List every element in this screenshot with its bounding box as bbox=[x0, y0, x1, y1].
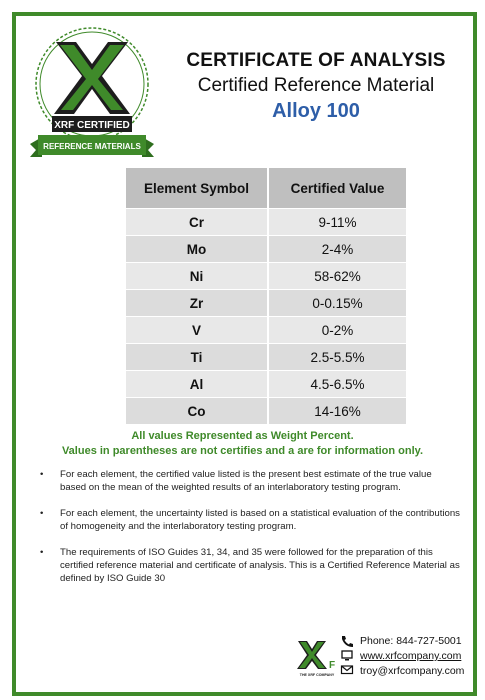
element-symbol: Cr bbox=[126, 209, 267, 235]
table-row bbox=[126, 263, 406, 289]
table-row bbox=[126, 371, 406, 397]
element-symbol: Ti bbox=[126, 344, 267, 370]
note-line-1: All values Represented as Weight Percent. bbox=[131, 430, 354, 442]
email-address[interactable]: troy@xrfcompany.com bbox=[360, 665, 465, 677]
svg-text:F: F bbox=[329, 660, 336, 671]
table-header-row bbox=[126, 168, 406, 208]
certified-value: 0-0.15% bbox=[267, 290, 406, 316]
certificate-header bbox=[176, 50, 456, 123]
certified-value: 9-11% bbox=[267, 209, 406, 235]
logo-caption: THE XRF COMPANY bbox=[299, 673, 335, 677]
table-row bbox=[126, 344, 406, 370]
table-row bbox=[126, 209, 406, 235]
bullet-text: For each element, the certified value listed is the present best estimate of the true value based on the mean of the weighted results of an interlaboratory testing program. bbox=[60, 469, 432, 494]
element-symbol: Co bbox=[126, 398, 267, 424]
email-icon bbox=[342, 666, 353, 674]
seal-ribbon-text: REFERENCE MATERIALS bbox=[43, 142, 141, 151]
element-symbol: Al bbox=[126, 371, 267, 397]
certified-value: 0-2% bbox=[267, 317, 406, 343]
weight-percent-note bbox=[30, 429, 455, 459]
certification-notes-list bbox=[40, 468, 460, 598]
bullet-icon: • bbox=[40, 546, 44, 558]
computer-icon bbox=[342, 651, 352, 661]
bullet-icon: • bbox=[40, 469, 44, 480]
element-symbol: Zr bbox=[126, 290, 267, 316]
table-row bbox=[126, 236, 406, 262]
element-symbol: V bbox=[126, 317, 267, 343]
certified-value: 14-16% bbox=[267, 398, 406, 424]
contact-info bbox=[360, 634, 464, 679]
list-item bbox=[40, 546, 460, 586]
website-link[interactable]: www.xrfcompany.com bbox=[360, 650, 462, 662]
list-item bbox=[40, 507, 460, 534]
certified-value: 2.5-5.5% bbox=[267, 344, 406, 370]
xrf-certified-seal-logo bbox=[22, 24, 172, 164]
seal-badge-text: XRF CERTIFIED bbox=[54, 120, 130, 131]
certified-value: 4.5-6.5% bbox=[267, 371, 406, 397]
table-row bbox=[126, 398, 406, 424]
bullet-text: The requirements of ISO Guides 31, 34, and 35 were followed for the preparation of this certified reference material and certificate of analysis. This is a Certified Reference Material as defined by ISO Guide 30 bbox=[60, 546, 460, 585]
bullet-icon: • bbox=[40, 507, 44, 519]
element-symbol: Mo bbox=[126, 236, 267, 262]
note-line-2: Values in parentheses are not certifies and a are for information only. bbox=[61, 445, 424, 457]
certificate-title: CERTIFICATE OF ANALYSIS bbox=[186, 50, 446, 71]
table-row bbox=[126, 290, 406, 316]
certified-values-table bbox=[126, 167, 406, 425]
contact-icons bbox=[339, 634, 355, 678]
xrf-company-logo bbox=[296, 640, 338, 678]
alloy-name: Alloy 100 bbox=[272, 100, 360, 122]
phone-icon bbox=[342, 636, 353, 647]
phone-number: Phone: 844-727-5001 bbox=[360, 635, 462, 647]
certificate-subtitle: Certified Reference Material bbox=[197, 75, 435, 96]
list-item bbox=[40, 468, 460, 495]
table-row bbox=[126, 317, 406, 343]
column-header-element-symbol: Element Symbol bbox=[126, 168, 267, 208]
element-symbol: Ni bbox=[126, 263, 267, 289]
bullet-text: For each element, the uncertainty listed is based on a statistical evaluation of the contributions of homogeneity and the interlaboratory testing program. bbox=[60, 507, 460, 533]
column-header-certified-value: Certified Value bbox=[267, 168, 406, 208]
certified-value: 2-4% bbox=[267, 236, 406, 262]
certified-value: 58-62% bbox=[267, 263, 406, 289]
